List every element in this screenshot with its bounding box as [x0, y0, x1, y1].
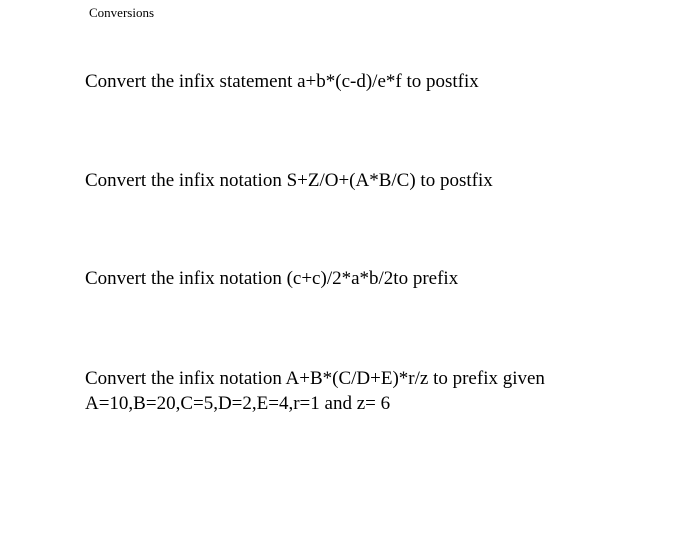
question-2 [85, 168, 675, 193]
question-4-line-2: A=10,B=20,C=5,D=2,E=4,r=1 and z= 6 [85, 393, 391, 414]
question-1-line-1: Convert the infix statement a+b*(c-d)/e*f to postfix [85, 71, 479, 92]
question-1 [85, 69, 675, 94]
document-header: Conversions [89, 5, 154, 20]
question-2-line-1: Convert the infix notation S+Z/O+(A*B/C) to postfix [85, 170, 493, 191]
question-4-line-1: Convert the infix notation A+B*(C/D+E)*r/z to prefix given [85, 368, 545, 389]
question-3-line-1: Convert the infix notation (c+c)/2*a*b/2to prefix [85, 268, 459, 289]
question-4 [85, 366, 675, 416]
question-3 [85, 266, 675, 291]
